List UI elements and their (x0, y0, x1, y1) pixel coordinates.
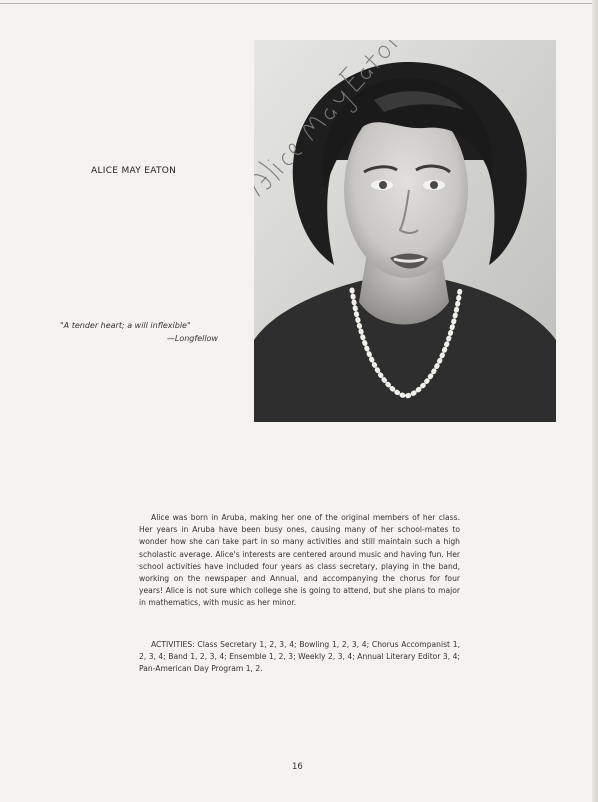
student-name: ALICE MAY EATON (91, 166, 177, 176)
quote-block (60, 319, 218, 345)
activities-paragraph (139, 639, 460, 676)
top-rule (0, 3, 598, 4)
quote-text: "A tender heart; a will inflexible" (60, 321, 191, 330)
page-edge (592, 0, 598, 802)
student-portrait-photo (254, 40, 556, 422)
activities-text: ACTIVITIES: Class Secretary 1, 2, 3, 4; Bowling 1, 2, 3, 4; Chorus Accompanist 1, 2, 3, 4; Band 1, 2, 3, 4; Ensemble 1, 2, 3; Weekly 2, 3, 4; Annual Literary Editor 3, 4; Pan-American Day Program 1, 2. (139, 640, 460, 674)
biography-paragraph (139, 512, 460, 610)
biography-text: Alice was born in Aruba, making her one of the original members of her class. Her years in Aruba have been busy ones, causing many of her school-mates to wonder how she can take part in so many activities and still maintain such a high scholastic average. Alice's interests are centered around music and having fun. Her school activities have included four years as class secretary, playing in the band, working on the newspaper and Annual, and accompanying the chorus for four years! Alice is not sure which college she is going to attend, but she plans to major in mathematics, with music as her minor. (139, 513, 460, 608)
page-number: 16 (292, 762, 303, 772)
signature-image (254, 40, 556, 422)
quote-attribution: —Longfellow (166, 334, 218, 343)
